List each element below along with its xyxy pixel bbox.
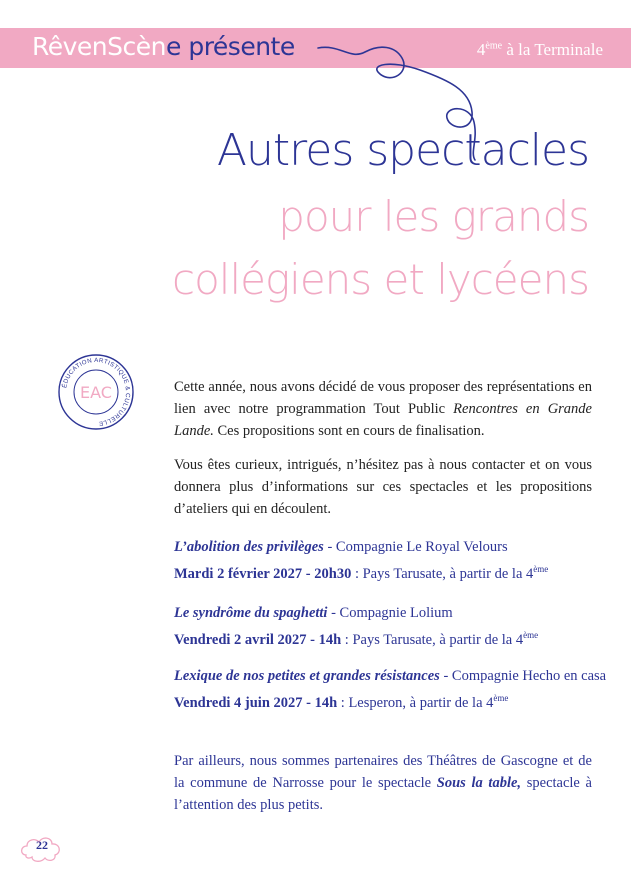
show-level-sup: ème [533,564,549,574]
show-company: - Compagnie Lolium [327,605,453,621]
show-item [174,602,594,651]
outro-after: spectacle à l’attention des plus petits. [174,775,592,813]
intro-p1-after: Ces propositions sont en cours de finalisation. [213,423,485,439]
outro-paragraph [174,750,592,816]
stamp-ring-text: ÉDUCATION ARTISTIQUE & CULTURELLE [61,356,132,427]
eac-stamp [56,352,136,432]
show-title: Lexique de nos petites et grandes résistances [174,668,440,684]
show-title: L’abolition des privilèges [174,539,324,555]
show-place: : Lesperon, à partir de la 4 [337,694,494,711]
show-level-sup: ème [523,630,539,640]
intro-paragraph-2: Vous êtes curieux, intrigués, n’hésitez pas à nous contacter et on vous donnera plus d’informations sur ces spectacles et les propositions d’ateliers qui en découlent. [174,457,592,517]
outro-before: Par ailleurs, nous sommes partenaires des Théâtres de Gascogne et de la commune de Narrosse pour le spectacle [174,753,592,791]
show-place: : Pays Tarusate, à partir de la 4 [351,565,534,582]
show-item [174,536,594,585]
brand-part-1: RêvenScèn [32,32,166,61]
stamp-center-text: EAC [80,383,112,402]
show-date: Vendredi 4 juin 2027 - 14h [174,694,338,711]
show-date: Mardi 2 février 2027 - 20h30 [174,565,352,582]
show-company: - Compagnie Hecho en casa [439,668,607,684]
level-prefix: 4 [476,40,486,59]
level-sup: ème [485,40,503,52]
show-date: Vendredi 2 avril 2027 - 14h [174,631,342,648]
show-item [174,665,607,714]
title-line-3: collégiens et lycéens [172,255,589,304]
show-place: : Pays Tarusate, à partir de la 4 [341,631,524,648]
title-line-1: Autres spectacles [216,125,589,176]
intro-p1-italic: Rencontres en Grande Lande. [174,401,592,439]
title-line-2: pour les grands [278,192,589,241]
intro-paragraph-1 [174,376,592,442]
intro-p1-before: Cette année, nous avons décidé de vous proposer des représentations en lien avec notre programmation Tout Public [174,379,592,417]
brand-part-2: e présente [166,32,295,61]
show-title: Le syndrôme du spaghetti [174,605,328,621]
show-level-sup: ème [493,693,509,703]
show-company: - Compagnie Le Royal Velours [323,539,508,555]
outro-show-title: Sous la table, [436,775,522,791]
level-suffix: à la Terminale [502,40,603,59]
page-number: 22 [36,838,48,852]
